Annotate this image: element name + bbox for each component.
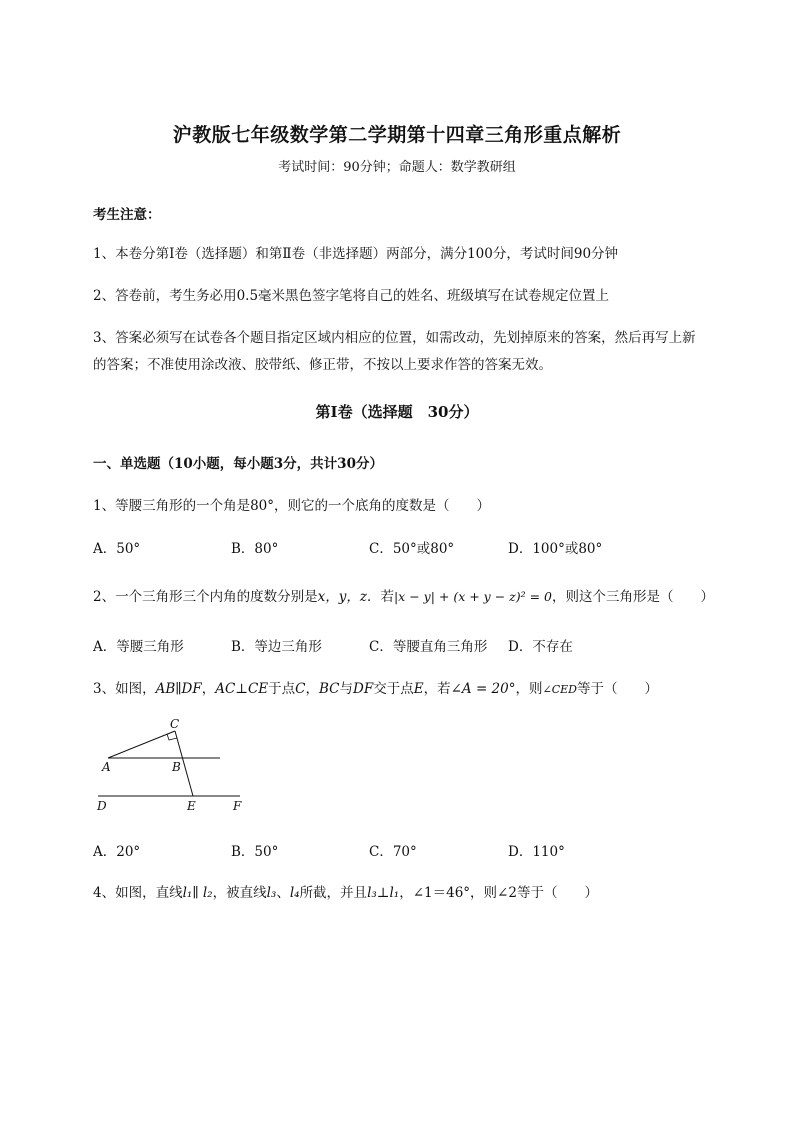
question-3-option-a[interactable]: A．20°	[93, 844, 141, 860]
q3-text: ，若	[423, 681, 451, 697]
q3-math-point: C	[295, 681, 306, 697]
q3-math-segment: BC	[319, 681, 340, 697]
label-c: C	[170, 717, 180, 731]
part-title: 第I卷（选择题 30分）	[315, 403, 479, 421]
label-b: B	[172, 760, 181, 774]
q3-text: 交于点	[373, 681, 414, 697]
question-1-option-c[interactable]: C．50°或80°	[369, 541, 455, 557]
notice-item-3-continued: 的答案；不准使用涂改液、胶带纸、修正带，不按以上要求作答的答案无效。	[93, 357, 552, 373]
question-2-variables: x，y，z	[317, 589, 367, 605]
q4-math-line: l₃	[266, 885, 277, 901]
label-f: F	[233, 799, 242, 813]
question-2-option-c[interactable]: C．等腰直角三角形	[369, 639, 488, 655]
q3-text: ，	[201, 681, 216, 697]
question-1-option-d[interactable]: D．100°或80°	[508, 541, 603, 557]
question-4-stem	[93, 881, 598, 901]
q4-math-line: l₄	[289, 885, 300, 901]
question-3-figure	[90, 712, 250, 817]
question-2-formula: |x − y| + (x + y − z)² = 0	[393, 589, 553, 604]
q4-math-parallel: l₁∥ l₂	[182, 885, 213, 901]
question-2-stem-suffix: ，则这个三角形是（ ）	[552, 589, 715, 605]
q3-math-angle: ∠CED	[542, 683, 577, 696]
q3-text: 与	[339, 681, 354, 697]
question-3-option-d[interactable]: D．110°	[508, 844, 565, 860]
q3-text: ，	[305, 681, 320, 697]
notice-item-2: 2、答卷前，考生务必用0.5毫米黑色签字笔将自己的姓名、班级填写在试卷规定位置上	[93, 288, 610, 304]
label-a: A	[102, 760, 111, 774]
q3-math-perpendicular: AC⊥CE	[215, 681, 269, 697]
question-1-option-a[interactable]: A．50°	[93, 541, 141, 557]
label-d: D	[97, 799, 107, 813]
question-2-stem-prefix: 2、一个三角形三个内角的度数分别是	[93, 589, 318, 605]
q4-text: 4、如图，直线	[93, 885, 183, 901]
q3-text: ，则	[515, 681, 543, 697]
q4-text: 所截，并且	[299, 885, 368, 901]
notice-item-1: 1、本卷分第I卷（选择题）和第Ⅱ卷（非选择题）两部分，满分100分，考试时间90分钟	[93, 246, 619, 262]
q4-text: 、	[276, 885, 290, 901]
question-2-option-d[interactable]: D．不存在	[508, 639, 573, 655]
q3-math-segment: DF	[353, 681, 374, 697]
question-3-stem	[93, 677, 658, 697]
q3-text: 于点	[268, 681, 296, 697]
exam-info: 考试时间：90分钟；命题人：数学教研组	[278, 160, 516, 175]
q3-math-point: E	[413, 681, 424, 697]
question-1-stem: 1、等腰三角形的一个角是80°，则它的一个底角的度数是（ ）	[93, 498, 491, 514]
question-1-option-b[interactable]: B．80°	[231, 541, 279, 557]
question-3-option-c[interactable]: C．70°	[369, 844, 417, 860]
notice-heading: 考生注意：	[93, 207, 161, 223]
q3-text: 等于（ ）	[576, 681, 658, 697]
q3-math-parallel: AB∥DF	[155, 681, 202, 697]
question-2-option-a[interactable]: A．等腰三角形	[93, 639, 184, 655]
q4-text: ，被直线	[212, 885, 267, 901]
question-2-stem-mid: ．若	[366, 589, 394, 605]
question-2-option-b[interactable]: B．等边三角形	[231, 639, 322, 655]
q3-math-angle: ∠A = 20°	[450, 681, 516, 697]
section-heading: 一、单选题（10小题，每小题3分，共计30分）	[93, 456, 383, 472]
notice-item-3: 3、答案必须写在试卷各个题目指定区域内相应的位置，如需改动，先划掉原来的答案，然后再写上新	[93, 330, 696, 346]
page-title: 沪教版七年级数学第二学期第十四章三角形重点解析	[172, 124, 622, 146]
question-3-option-b[interactable]: B．50°	[231, 844, 279, 860]
q4-text: ，∠1＝46°，则∠2等于（ ）	[399, 885, 598, 901]
q3-text: 3、如图，	[93, 681, 156, 697]
segment-ac	[108, 731, 175, 758]
right-angle-mark	[167, 734, 177, 740]
q4-math-perpendicular: l₃⊥l₁	[367, 885, 400, 901]
question-2-stem	[93, 585, 714, 605]
label-e: E	[187, 799, 196, 813]
